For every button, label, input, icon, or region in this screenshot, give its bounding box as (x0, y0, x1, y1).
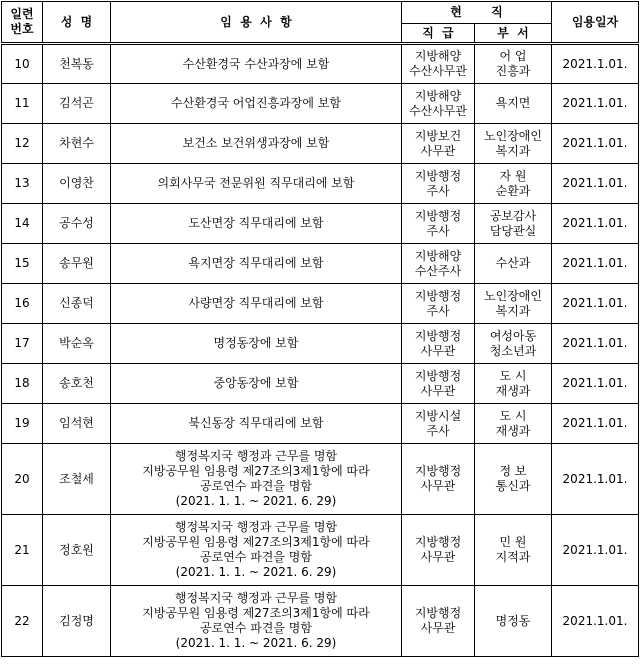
table-row (2, 364, 639, 404)
header-appointment-date: 임용일자 (552, 2, 639, 44)
row-rank: 지방행정 사무관 (402, 586, 475, 657)
row-date: 2021.1.01. (552, 204, 639, 244)
row-assignment: 중앙동장에 보함 (111, 364, 402, 404)
row-number: 16 (2, 284, 43, 324)
table-body (2, 44, 639, 657)
row-department: 민 원 지적과 (475, 515, 552, 586)
header-department: 부 서 (475, 24, 552, 44)
row-assignment: 명정동장에 보함 (111, 324, 402, 364)
row-name: 김정명 (43, 586, 111, 657)
row-name: 송호천 (43, 364, 111, 404)
row-date: 2021.1.01. (552, 164, 639, 204)
row-rank: 지방해양 수산사무관 (402, 84, 475, 124)
row-department: 욕지면 (475, 84, 552, 124)
table-row (2, 404, 639, 444)
row-name: 신종덕 (43, 284, 111, 324)
table-row (2, 44, 639, 84)
row-department: 노인장애인 복지과 (475, 124, 552, 164)
row-name: 송무원 (43, 244, 111, 284)
row-department: 명정동 (475, 586, 552, 657)
row-department: 정 보 통신과 (475, 444, 552, 515)
row-department: 여성아동 청소년과 (475, 324, 552, 364)
header-rank: 직 급 (402, 24, 475, 44)
row-name: 박순옥 (43, 324, 111, 364)
row-date: 2021.1.01. (552, 404, 639, 444)
row-number: 14 (2, 204, 43, 244)
table-row (2, 586, 639, 657)
row-number: 17 (2, 324, 43, 364)
row-rank: 지방행정 주사 (402, 164, 475, 204)
table-row (2, 244, 639, 284)
row-rank: 지방해양 수산주사 (402, 244, 475, 284)
appointment-table-container (1, 1, 639, 657)
row-assignment: 의회사무국 전문위원 직무대리에 보함 (111, 164, 402, 204)
header-current-position: 현 직 (402, 2, 552, 24)
table-row (2, 204, 639, 244)
row-assignment: 보건소 보건위생과장에 보함 (111, 124, 402, 164)
row-name: 조철세 (43, 444, 111, 515)
row-department: 노인장애인 복지과 (475, 284, 552, 324)
row-number: 15 (2, 244, 43, 284)
row-date: 2021.1.01. (552, 84, 639, 124)
row-rank: 지방행정 사무관 (402, 515, 475, 586)
row-date: 2021.1.01. (552, 284, 639, 324)
row-assignment: 행정복지국 행정과 근무를 명함 지방공무원 임용령 제27조의3제1항에 따라 공로연수 파견을 명함 (2021. 1. 1. ~ 2021. 6. 29) (111, 586, 402, 657)
header-name: 성 명 (43, 2, 111, 44)
row-assignment: 도산면장 직무대리에 보함 (111, 204, 402, 244)
row-assignment: 행정복지국 행정과 근무를 명함 지방공무원 임용령 제27조의3제1항에 따라 공로연수 파견을 명함 (2021. 1. 1. ~ 2021. 6. 29) (111, 444, 402, 515)
row-name: 차현수 (43, 124, 111, 164)
row-number: 13 (2, 164, 43, 204)
row-department: 자 원 순환과 (475, 164, 552, 204)
row-date: 2021.1.01. (552, 364, 639, 404)
row-assignment: 욕지면장 직무대리에 보함 (111, 244, 402, 284)
row-name: 공수성 (43, 204, 111, 244)
row-rank: 지방시설 주사 (402, 404, 475, 444)
row-assignment: 행정복지국 행정과 근무를 명함 지방공무원 임용령 제27조의3제1항에 따라 공로연수 파견을 명함 (2021. 1. 1. ~ 2021. 6. 29) (111, 515, 402, 586)
table-row (2, 284, 639, 324)
row-number: 10 (2, 44, 43, 84)
row-assignment: 북신동장 직무대리에 보함 (111, 404, 402, 444)
row-date: 2021.1.01. (552, 44, 639, 84)
table-row (2, 164, 639, 204)
table-row (2, 324, 639, 364)
row-number: 19 (2, 404, 43, 444)
row-rank: 지방행정 주사 (402, 204, 475, 244)
row-date: 2021.1.01. (552, 324, 639, 364)
appointment-table (1, 1, 639, 657)
row-date: 2021.1.01. (552, 444, 639, 515)
row-date: 2021.1.01. (552, 244, 639, 284)
row-department: 수산과 (475, 244, 552, 284)
row-name: 임석현 (43, 404, 111, 444)
table-row (2, 124, 639, 164)
table-row (2, 84, 639, 124)
row-rank: 지방행정 사무관 (402, 444, 475, 515)
row-department: 도 시 재생과 (475, 364, 552, 404)
table-row (2, 444, 639, 515)
row-date: 2021.1.01. (552, 586, 639, 657)
row-number: 18 (2, 364, 43, 404)
row-name: 김석곤 (43, 84, 111, 124)
row-number: 11 (2, 84, 43, 124)
row-number: 21 (2, 515, 43, 586)
row-rank: 지방행정 사무관 (402, 364, 475, 404)
row-department: 도 시 재생과 (475, 404, 552, 444)
row-number: 12 (2, 124, 43, 164)
row-name: 정호원 (43, 515, 111, 586)
row-date: 2021.1.01. (552, 124, 639, 164)
row-department: 어 업 진흥과 (475, 44, 552, 84)
row-rank: 지방해양 수산사무관 (402, 44, 475, 84)
header-serial-number: 일련 번호 (2, 2, 43, 44)
row-number: 20 (2, 444, 43, 515)
row-number: 22 (2, 586, 43, 657)
row-assignment: 사량면장 직무대리에 보함 (111, 284, 402, 324)
row-assignment: 수산환경국 어업진흥과장에 보함 (111, 84, 402, 124)
row-name: 이영찬 (43, 164, 111, 204)
row-rank: 지방행정 사무관 (402, 324, 475, 364)
row-rank: 지방보건 사무관 (402, 124, 475, 164)
row-name: 천복동 (43, 44, 111, 84)
row-rank: 지방행정 주사 (402, 284, 475, 324)
row-date: 2021.1.01. (552, 515, 639, 586)
header-assignment: 임 용 사 항 (111, 2, 402, 44)
row-assignment: 수산환경국 수산과장에 보함 (111, 44, 402, 84)
row-department: 공보감사 담당관실 (475, 204, 552, 244)
table-row (2, 515, 639, 586)
